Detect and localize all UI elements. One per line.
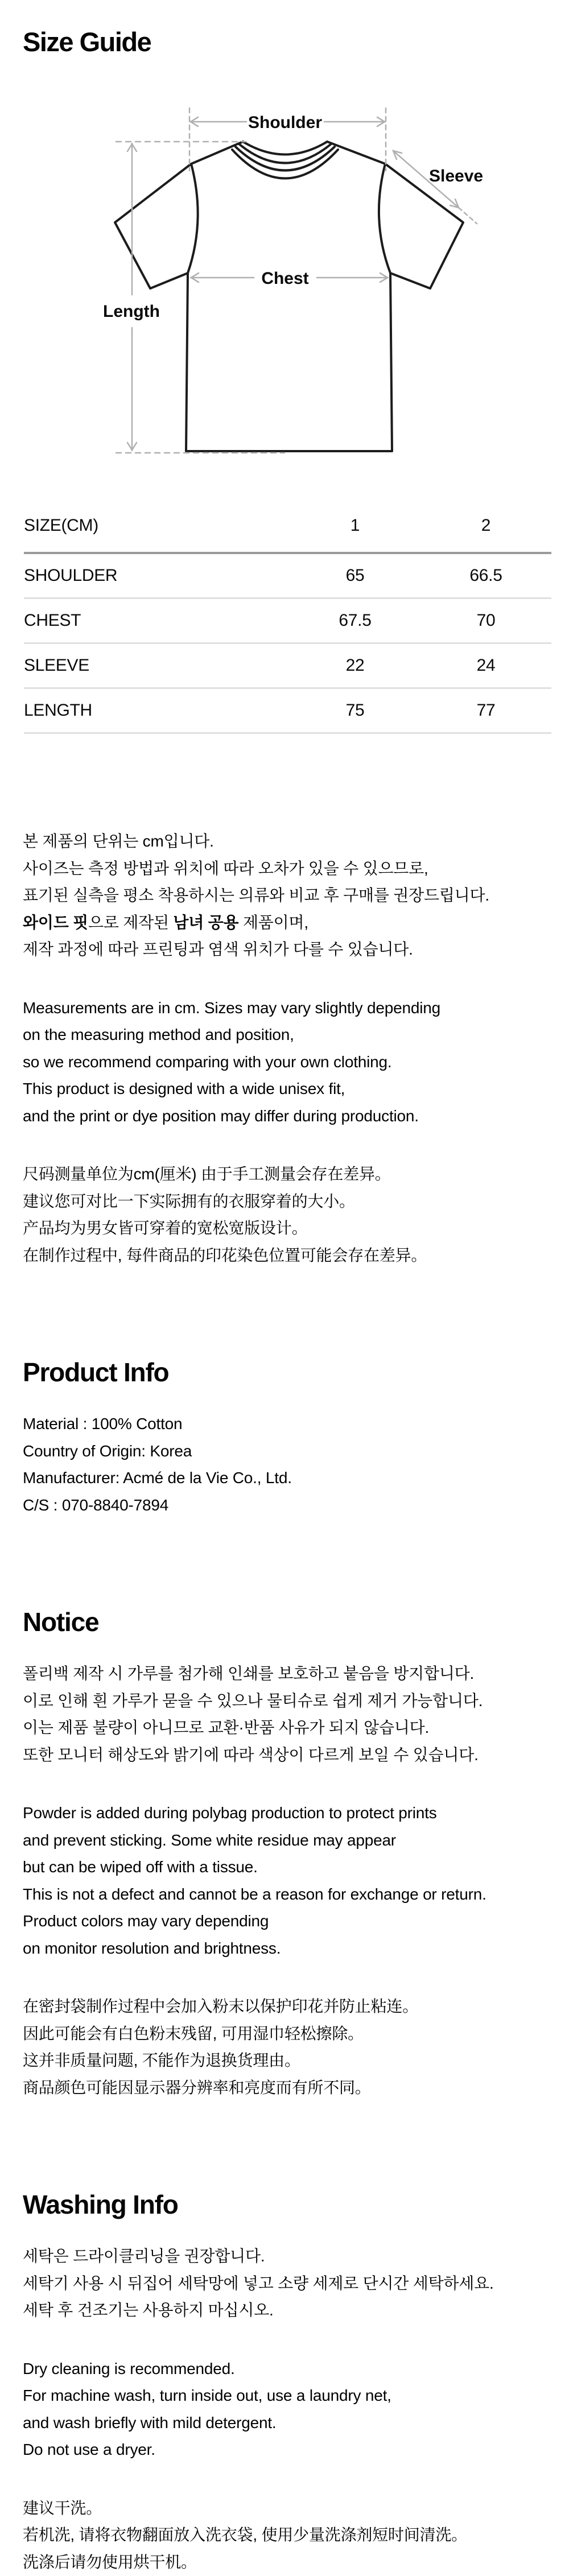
notice-english [23,1799,546,1962]
size-table-row-shoulder [24,554,551,599]
text-line: and wash briefly with mild detergent. [23,2413,277,2431]
size-table-header-label: SIZE(CM) [24,516,98,535]
sizing-notes-korean [23,828,546,963]
size-row-value: 77 [476,701,496,720]
text-line: 建议您可对比一下实际拥有的衣服穿着的大小。 [23,1192,355,1210]
text-line: 商品颜色可能因显示器分辨率和亮度而有所不同。 [23,2078,371,2096]
washing-english [23,2355,546,2463]
text-line: 若机洗, 请将衣物翻面放入洗衣袋, 使用少量洗涤剂短时间清洗。 [23,2526,467,2544]
notice-title: Notice [23,1607,99,1637]
size-row-value: 22 [345,656,365,675]
text-line: Manufacturer: Acmé de la Vie Co., Ltd. [23,1469,292,1487]
size-table-header-col-2: 2 [481,516,491,535]
text-line: C/S : 070-8840-7894 [23,1496,169,1514]
text-line: and prevent sticking. Some white residue may appear [23,1831,396,1849]
text-line: and the print or dye position may differ during production. [23,1107,419,1125]
length-label: Length [103,302,160,321]
text-line: Material : 100% Cotton [23,1415,183,1433]
tshirt-diagram-svg [85,86,484,456]
text-line: Dry cleaning is recommended. [23,2359,235,2377]
text-line: For machine wash, turn inside out, use a laundry net, [23,2387,391,2404]
text-line: 세탁은 드라이클리닝을 권장합니다. [23,2247,265,2265]
text-segment: 으로 제작된 [88,913,174,931]
text-line: on the measuring method and position, [23,1026,294,1043]
text-line: Product colors may vary depending [23,1912,269,1930]
text-line: Do not use a dryer. [23,2441,155,2458]
product-info-title: Product Info [23,1357,169,1387]
text-line: 产品均为男女皆可穿着的宽松宽版设计。 [23,1219,308,1237]
sizing-notes-english [23,994,546,1130]
text-line: 这并非质量问题, 不能作为退换货理由。 [23,2051,300,2069]
text-line: 이로 인해 흰 가루가 묻을 수 있으나 물티슈로 쉽게 제거 가능합니다. [23,1691,483,1710]
text-line: 洗涤后请勿使用烘干机。 [23,2553,197,2571]
size-row-label: SHOULDER [24,566,118,585]
size-row-label: CHEST [24,611,81,630]
notice-chinese [23,1993,546,2101]
size-table-header-col-1: 1 [350,516,360,535]
size-row-value: 65 [345,566,365,585]
bold-text-segment: 와이드 핏 [23,913,88,931]
text-line: 폴리백 제작 시 가루를 첨가해 인쇄를 보호하고 붙음을 방지합니다. [23,1665,475,1682]
page-title: Size Guide [23,27,151,57]
washing-chinese [23,2495,546,2576]
text-line: 본 제품의 단위는 cm입니다. [23,832,214,850]
size-row-value: 67.5 [339,611,372,630]
shoulder-label: Shoulder [248,113,323,132]
text-line: 建议干洗。 [23,2499,102,2517]
size-table [24,499,551,734]
size-table-body [24,554,551,734]
chest-label: Chest [261,269,309,288]
text-line: 이는 제품 불량이 아니므로 교환·반품 사유가 되지 않습니다. [23,1719,430,1736]
text-line: 세탁 후 건조기는 사용하지 마십시오. [23,2301,274,2319]
text-line: 在密封袋制作过程中会加入粉末以保护印花并防止粘连。 [23,1997,419,2015]
text-line: 尺码测量单位为cm(厘米) 由于手工测量会存在差异。 [23,1165,391,1183]
size-row-value: 66.5 [469,566,502,585]
length-arrow [127,143,137,451]
size-table-row-chest [24,599,551,644]
text-line: on monitor resolution and brightness. [23,1939,281,1957]
size-row-value: 75 [345,701,365,720]
text-line: 在制作过程中, 每件商品的印花染色位置可能会存在差异。 [23,1246,427,1264]
size-row-label: SLEEVE [24,656,89,675]
notice-korean [23,1660,546,1768]
tshirt-measurement-diagram [85,86,484,456]
text-line: so we recommend comparing with your own clothing. [23,1052,392,1071]
text-line: 세탁기 사용 시 뒤집어 세탁망에 넣고 소량 세제로 단시간 세탁하세요. [23,2274,494,2292]
text-line: 또한 모니터 해상도와 밝기에 따라 색상이 다르게 보일 수 있습니다. [23,1745,479,1764]
size-table-header-row [24,499,551,554]
text-line: 표기된 실측을 평소 착용하시는 의류와 비교 후 구매를 권장드립니다. [23,886,489,904]
text-line [23,909,546,936]
size-row-value: 24 [476,656,496,675]
text-line: 사이즈는 측정 방법과 위치에 따라 오차가 있을 수 있으므로, [23,859,428,877]
text-line: This is not a defect and cannot be a reason for exchange or return. [23,1885,486,1903]
text-segment: 제품이며, [238,913,308,931]
size-table-row-sleeve [24,644,551,689]
text-line: 제작 과정에 따라 프린팅과 염색 위치가 다를 수 있습니다. [23,940,413,958]
text-line: Country of Origin: Korea [23,1442,192,1460]
sizing-notes-chinese [23,1161,546,1269]
size-row-label: LENGTH [24,701,92,720]
bold-text-segment: 남녀 공용 [173,913,239,931]
product-info-lines [23,1410,546,1518]
tshirt-fill [115,142,463,451]
size-table-row-length [24,689,551,734]
text-line: This product is designed with a wide unisex fit, [23,1080,345,1097]
size-row-value: 70 [476,611,496,630]
washing-korean [23,2243,546,2324]
washing-info-title: Washing Info [23,2190,178,2219]
text-line: 因此可能会有白色粉末残留, 可用湿巾轻松擦除。 [23,2024,364,2042]
sleeve-label: Sleeve [429,167,484,185]
text-line: Powder is added during polybag production to protect prints [23,1804,437,1822]
text-line: Measurements are in cm. Sizes may vary slightly depending [23,998,441,1017]
text-line: but can be wiped off with a tissue. [23,1858,258,1876]
